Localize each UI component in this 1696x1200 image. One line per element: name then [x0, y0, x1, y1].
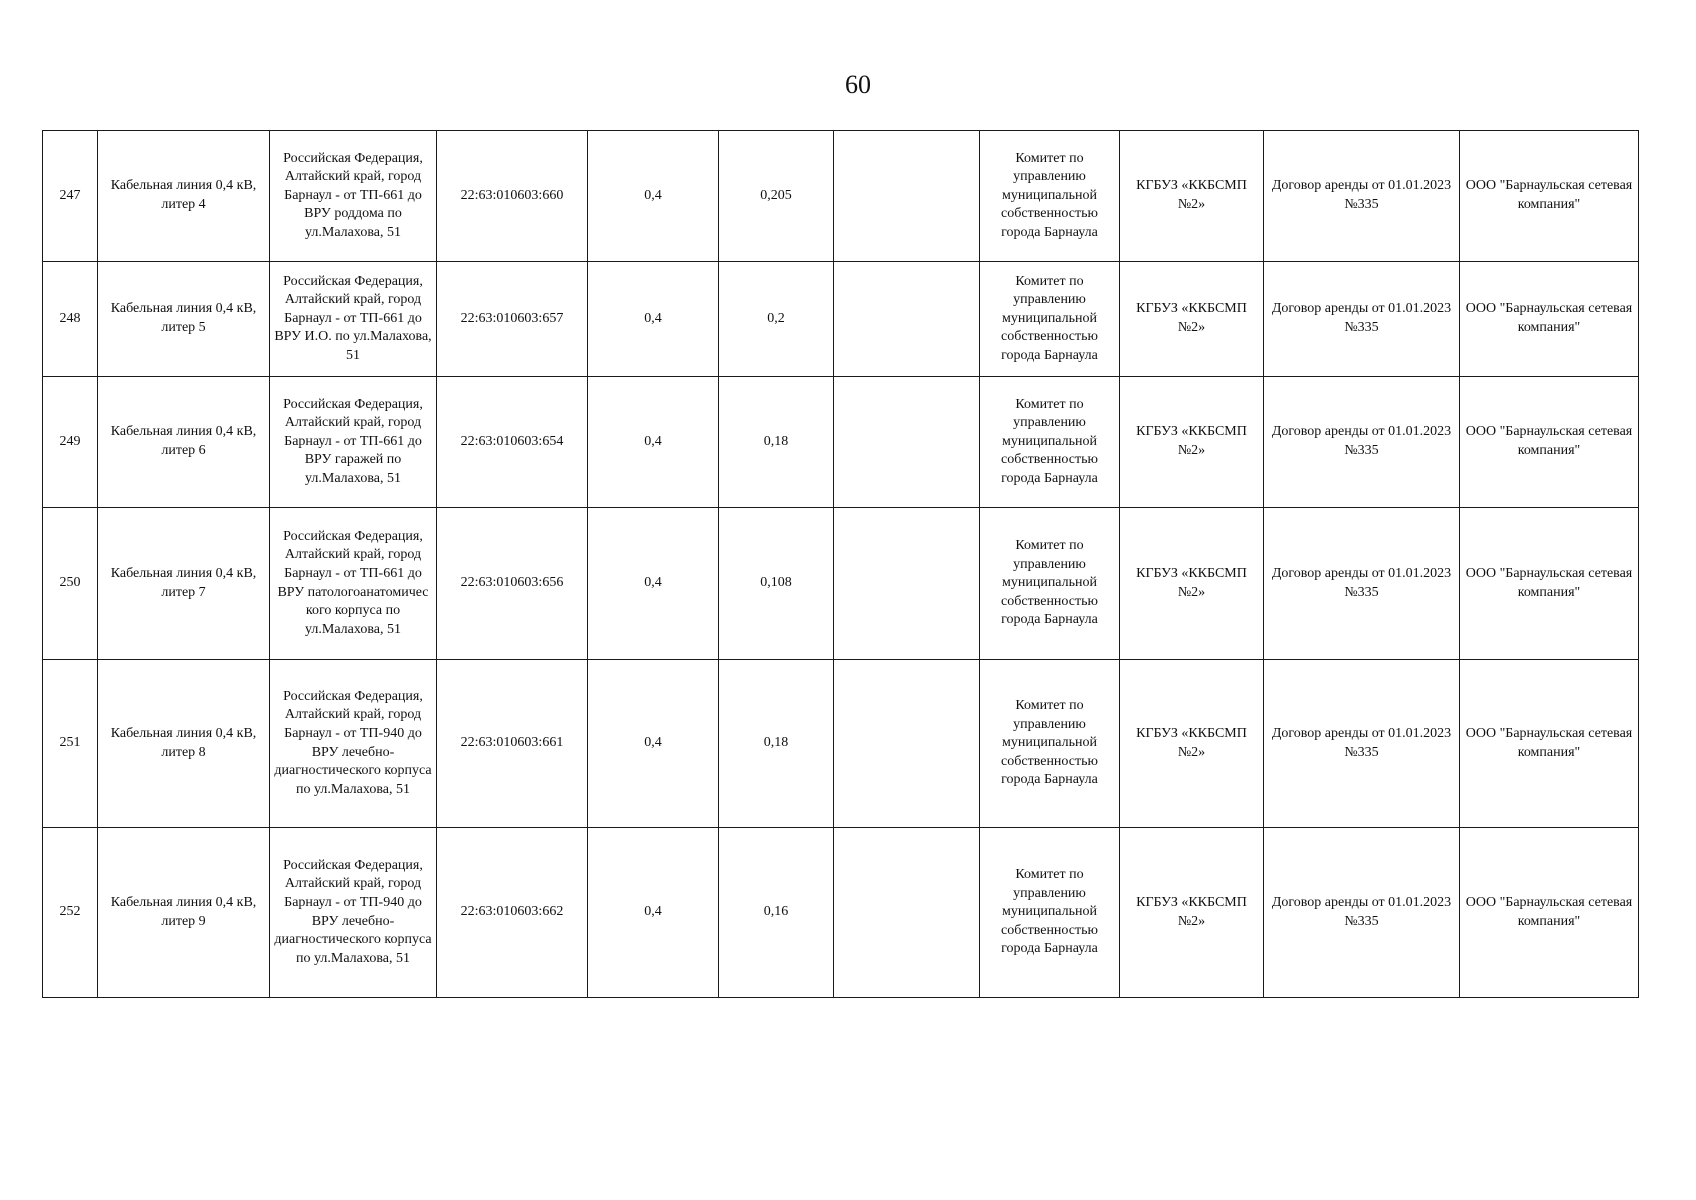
line-length: 0,205: [719, 131, 834, 262]
cadastral-number: 22:63:010603:654: [437, 377, 588, 508]
owner: Комитет по управлению муниципальной собственностью города Барнаула: [980, 377, 1120, 508]
cadastral-number: 22:63:010603:656: [437, 508, 588, 660]
owner: Комитет по управлению муниципальной собственностью города Барнаула: [980, 660, 1120, 828]
table-row: [43, 508, 1639, 660]
line-length: 0,18: [719, 377, 834, 508]
object-address: Российская Федерация, Алтайский край, город Барнаул - от ТП-940 до ВРУ лечебно-диагностического корпуса по ул.Малахова, 51: [270, 828, 437, 998]
contract-basis: Договор аренды от 01.01.2023 №335: [1264, 262, 1460, 377]
operator: ООО "Барнаульская сетевая компания": [1460, 131, 1639, 262]
row-number: 252: [43, 828, 98, 998]
object-address: Российская Федерация, Алтайский край, город Барнаул - от ТП-661 до ВРУ роддома по ул.Малахова, 51: [270, 131, 437, 262]
owner: Комитет по управлению муниципальной собственностью города Барнаула: [980, 262, 1120, 377]
operator: ООО "Барнаульская сетевая компания": [1460, 828, 1639, 998]
object-name: Кабельная линия 0,4 кВ, литер 5: [98, 262, 270, 377]
object-name: Кабельная линия 0,4 кВ, литер 9: [98, 828, 270, 998]
cadastral-number: 22:63:010603:657: [437, 262, 588, 377]
row-number: 247: [43, 131, 98, 262]
holder: КГБУЗ «ККБСМП №2»: [1120, 660, 1264, 828]
owner: Комитет по управлению муниципальной собственностью города Барнаула: [980, 508, 1120, 660]
empty-cell: [834, 828, 980, 998]
voltage: 0,4: [588, 828, 719, 998]
voltage: 0,4: [588, 377, 719, 508]
empty-cell: [834, 262, 980, 377]
holder: КГБУЗ «ККБСМП №2»: [1120, 131, 1264, 262]
object-address: Российская Федерация, Алтайский край, город Барнаул - от ТП-661 до ВРУ гаражей по ул.Малахова, 51: [270, 377, 437, 508]
operator: ООО "Барнаульская сетевая компания": [1460, 660, 1639, 828]
contract-basis: Договор аренды от 01.01.2023 №335: [1264, 377, 1460, 508]
voltage: 0,4: [588, 262, 719, 377]
empty-cell: [834, 131, 980, 262]
holder: КГБУЗ «ККБСМП №2»: [1120, 377, 1264, 508]
owner: Комитет по управлению муниципальной собственностью города Барнаула: [980, 828, 1120, 998]
voltage: 0,4: [588, 660, 719, 828]
contract-basis: Договор аренды от 01.01.2023 №335: [1264, 508, 1460, 660]
object-address: Российская Федерация, Алтайский край, город Барнаул - от ТП-661 до ВРУ И.О. по ул.Малахова, 51: [270, 262, 437, 377]
cadastral-number: 22:63:010603:661: [437, 660, 588, 828]
object-name: Кабельная линия 0,4 кВ, литер 4: [98, 131, 270, 262]
contract-basis: Договор аренды от 01.01.2023 №335: [1264, 828, 1460, 998]
object-name: Кабельная линия 0,4 кВ, литер 7: [98, 508, 270, 660]
holder: КГБУЗ «ККБСМП №2»: [1120, 508, 1264, 660]
table-row: [43, 828, 1639, 998]
registry-table: [42, 130, 1639, 998]
table-row: [43, 377, 1639, 508]
contract-basis: Договор аренды от 01.01.2023 №335: [1264, 660, 1460, 828]
empty-cell: [834, 660, 980, 828]
cadastral-number: 22:63:010603:660: [437, 131, 588, 262]
line-length: 0,16: [719, 828, 834, 998]
line-length: 0,18: [719, 660, 834, 828]
empty-cell: [834, 377, 980, 508]
operator: ООО "Барнаульская сетевая компания": [1460, 262, 1639, 377]
row-number: 249: [43, 377, 98, 508]
line-length: 0,2: [719, 262, 834, 377]
contract-basis: Договор аренды от 01.01.2023 №335: [1264, 131, 1460, 262]
row-number: 248: [43, 262, 98, 377]
operator: ООО "Барнаульская сетевая компания": [1460, 508, 1639, 660]
table-row: [43, 660, 1639, 828]
row-number: 250: [43, 508, 98, 660]
page-number: 60: [845, 70, 871, 99]
operator: ООО "Барнаульская сетевая компания": [1460, 377, 1639, 508]
holder: КГБУЗ «ККБСМП №2»: [1120, 828, 1264, 998]
voltage: 0,4: [588, 508, 719, 660]
cadastral-number: 22:63:010603:662: [437, 828, 588, 998]
row-number: 251: [43, 660, 98, 828]
empty-cell: [834, 508, 980, 660]
voltage: 0,4: [588, 131, 719, 262]
object-name: Кабельная линия 0,4 кВ, литер 8: [98, 660, 270, 828]
line-length: 0,108: [719, 508, 834, 660]
object-name: Кабельная линия 0,4 кВ, литер 6: [98, 377, 270, 508]
holder: КГБУЗ «ККБСМП №2»: [1120, 262, 1264, 377]
object-address: Российская Федерация, Алтайский край, город Барнаул - от ТП-661 до ВРУ патологоанатомичес кого корпуса по ул.Малахова, 51: [270, 508, 437, 660]
object-address: Российская Федерация, Алтайский край, город Барнаул - от ТП-940 до ВРУ лечебно-диагностического корпуса по ул.Малахова, 51: [270, 660, 437, 828]
owner: Комитет по управлению муниципальной собственностью города Барнаула: [980, 131, 1120, 262]
table-row: [43, 131, 1639, 262]
table-row: [43, 262, 1639, 377]
